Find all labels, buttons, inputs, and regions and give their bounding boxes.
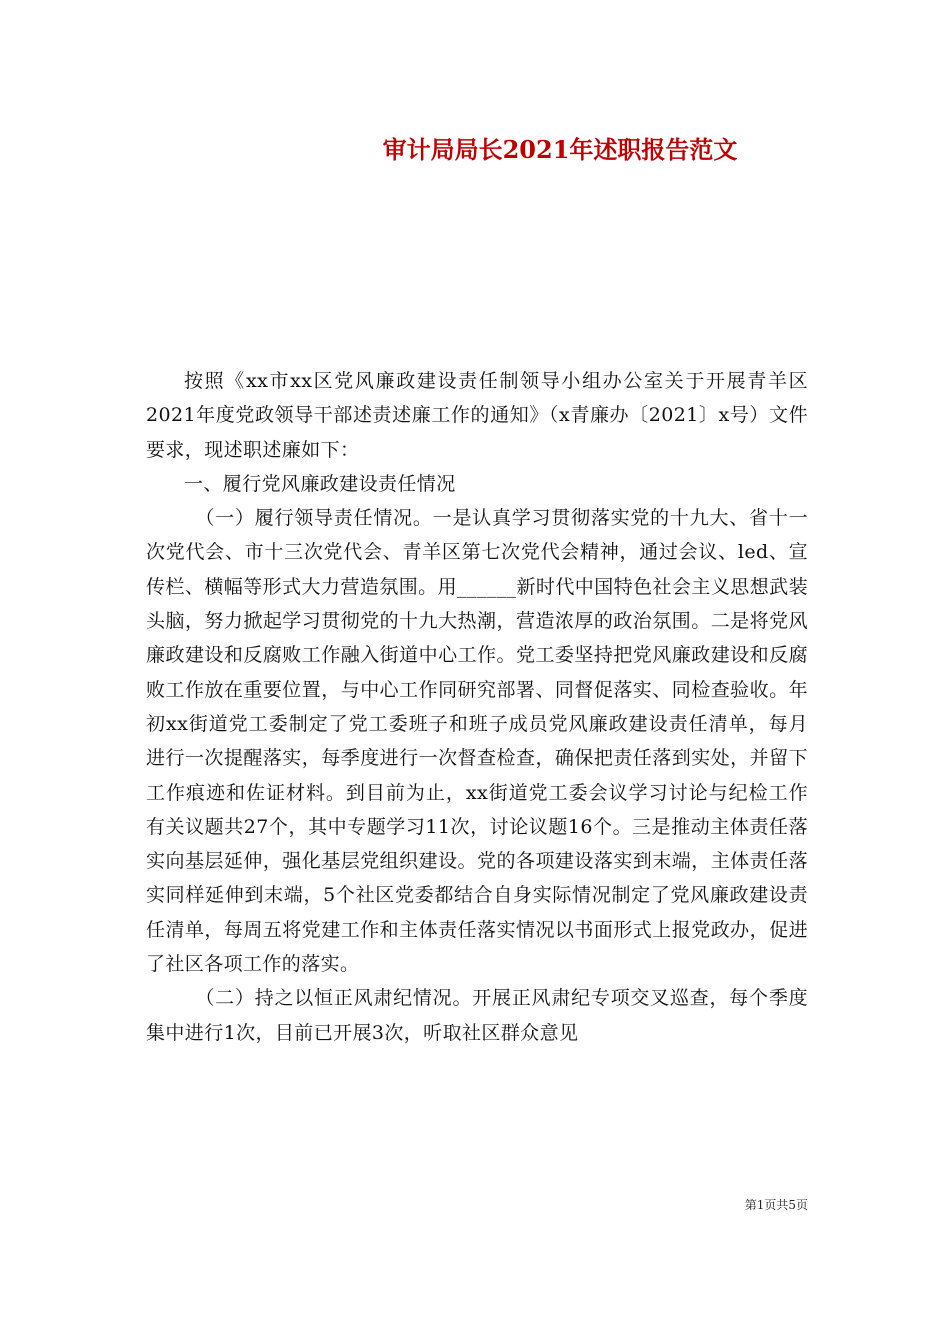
intro-paragraph: 按照《xx市xx区党风廉政建设责任制领导小组办公室关于开展青羊区2021年度党政领导干部述责述廉工作的通知》（x青廉办〔2021〕x号）文件要求，现述职述廉如下： <box>146 370 808 461</box>
section-heading: 一、履行党风廉政建设责任情况 <box>184 472 456 495</box>
body-paragraph-2: （二）持之以恒正风肃纪情况。开展正风肃纪专项交叉巡查，每个季度集中进行1次，目前已开展3次，听取社区群众意见 <box>146 987 808 1044</box>
document-body <box>146 364 808 1050</box>
page-number: 第1页共5页 <box>744 1198 808 1212</box>
document-title: 审计局局长2021年述职报告范文 <box>382 135 738 164</box>
body-paragraph-1: （一）履行领导责任情况。一是认真学习贯彻落实党的十九大、省十一次党代会、市十三次党代会、青羊区第七次党代会精神，通过会议、led、宣传栏、横幅等形式大力营造氛围。用______新时代中国特色社会主义思想武装头脑，努力掀起学习贯彻党的十九大热潮，营造浓厚的政治氛围。二是将党风廉政建设和反腐败工作融入街道中心工作。党工委坚持把党风廉政建设和反腐败工作放在重要位置，与中心工作同研究部署、同督促落实、同检查验收。年初xx街道党工委制定了党工委班子和班子成员党风廉政建设责任清单，每月进行一次提醒落实，每季度进行一次督查检查，确保把责任落到实处，并留下工作痕迹和佐证材料。到目前为止，xx街道党工委会议学习讨论与纪检工作有关议题共27个，其中专题学习11次，讨论议题16个。三是推动主体责任落实向基层延伸，强化基层党组织建设。党的各项建设落实到末端，主体责任落实同样延伸到末端，5个社区党委都结合自身实际情况制定了党风廉政建设责任清单，每周五将党建工作和主体责任落实情况以书面形式上报党政办，促进了社区各项工作的落实。 <box>146 507 808 976</box>
